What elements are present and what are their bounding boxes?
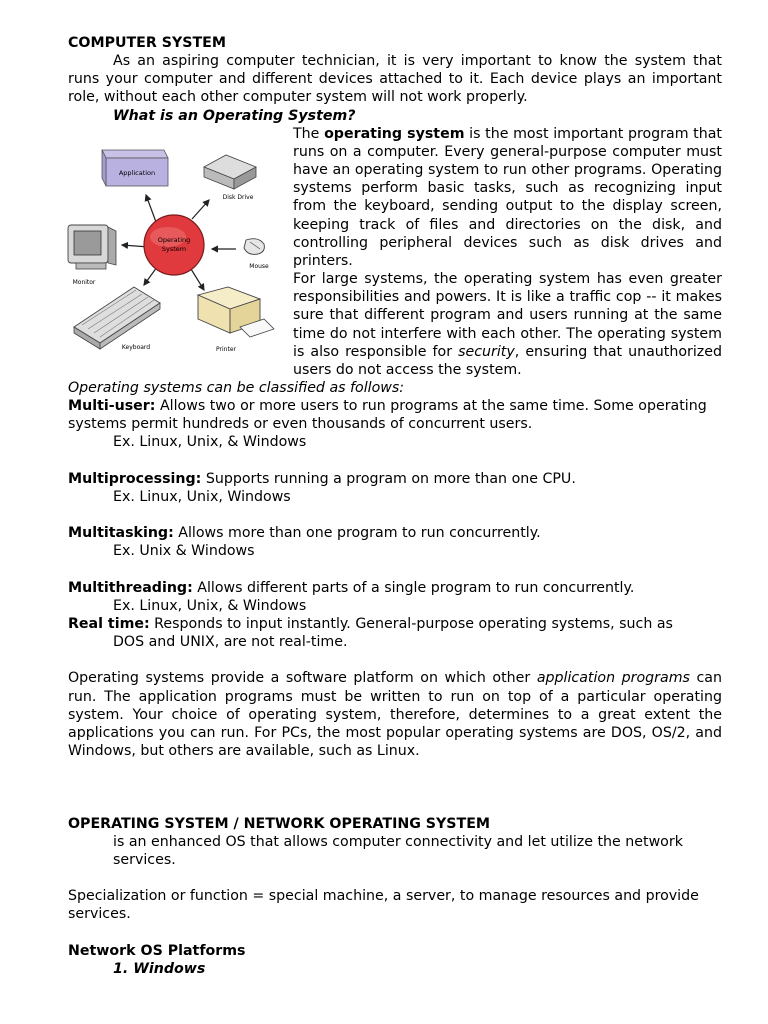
keyboard-label: Keyboard xyxy=(121,343,151,351)
printer-label: Printer xyxy=(216,345,236,353)
platform-item-windows: 1. Windows xyxy=(113,960,206,977)
class-multitasking: Multitasking: Allows more than one program to run concurrently. xyxy=(68,525,541,542)
os-diagram xyxy=(68,125,293,365)
disk-drive-icon xyxy=(204,155,256,201)
os-large-systems-paragraph: For large systems, the operating system has even greater responsibilities and powers. It is like a traffic cop -- it makes sure that different program and users running at the same time do not interfere with each other. The operating system is also responsible for security, ensuring that unauthorized users do not access the system. xyxy=(293,271,722,378)
mouse-icon xyxy=(244,238,269,269)
network-os-description: is an enhanced OS that allows computer connectivity and let utilize the network services. xyxy=(113,833,683,868)
class-multiprocessing-example: Ex. Linux, Unix, Windows xyxy=(113,488,291,505)
os-center-label-line2: System xyxy=(161,244,187,253)
os-diagram-figure xyxy=(64,127,279,361)
classify-intro: Operating systems can be classified as follows: xyxy=(68,379,405,396)
application-label: Application xyxy=(118,168,156,177)
class-multi-user-example: Ex. Linux, Unix, & Windows xyxy=(113,434,307,451)
monitor-icon xyxy=(68,225,116,286)
heading-computer-system: COMPUTER SYSTEM xyxy=(68,35,226,51)
class-real-time: Real time: Responds to input instantly. General-purpose operating systems, such as xyxy=(68,615,673,632)
application-programs-term: application programs xyxy=(536,670,690,687)
class-multiprocessing: Multiprocessing: Supports running a program on more than one CPU. xyxy=(68,470,576,487)
heading-network-os: OPERATING SYSTEM / NETWORK OPERATING SYSTEM xyxy=(68,815,490,832)
operating-system-node xyxy=(144,215,204,275)
mouse-label: Mouse xyxy=(249,262,269,270)
security-term: security xyxy=(458,343,515,360)
monitor-label: Monitor xyxy=(72,278,96,286)
application-icon xyxy=(102,150,168,186)
os-center-label-line1: Operating xyxy=(157,235,191,244)
subheading-what-is-os: What is an Operating System? xyxy=(113,107,356,124)
platform-paragraph: Operating systems provide a software platform on which other application programs can run. The application programs must be written to run on top of a particular operating system. Your choice of operating system, therefore, determines to a great extent the applications you can run. For PCs, the most popular operating systems are DOS, OS/2, and Windows, but others are available, such as Linux. xyxy=(68,670,722,760)
document-page xyxy=(68,34,722,978)
specialization-paragraph: Specialization or function = special machine, a server, to manage resources and provide services. xyxy=(68,888,699,923)
os-definition-paragraph: The operating system is the most important program that runs on a computer. Every general-purpose computer must have an operating system to run other programs. Operating systems perform basic tasks, such as recognizing input from the keyboard, sending output to the display screen, keeping track of files and directories on the disk, and controlling peripheral devices such as disk drives and printers. xyxy=(293,125,722,269)
class-multitasking-example: Ex. Unix & Windows xyxy=(113,543,255,560)
keyboard-icon xyxy=(74,287,160,351)
disk-drive-label: Disk Drive xyxy=(222,193,254,201)
class-real-time-note: DOS and UNIX, are not real-time. xyxy=(113,634,348,651)
class-multi-user: Multi-user: Allows two or more users to run programs at the same time. Some operating systems permit hundreds or even thousands of concurrent users. xyxy=(68,398,707,433)
class-multithreading: Multithreading: Allows different parts of a single program to run concurrently. xyxy=(68,579,635,596)
printer-icon xyxy=(198,287,274,353)
class-multithreading-example: Ex. Linux, Unix, & Windows xyxy=(113,597,307,614)
network-os-platforms-heading: Network OS Platforms xyxy=(68,942,246,959)
intro-paragraph: As an aspiring computer technician, it is very important to know the system that runs your computer and different devices attached to it. Each device plays an important role, without each other computer system will not work properly. xyxy=(68,53,722,106)
os-term: operating system xyxy=(324,125,465,142)
